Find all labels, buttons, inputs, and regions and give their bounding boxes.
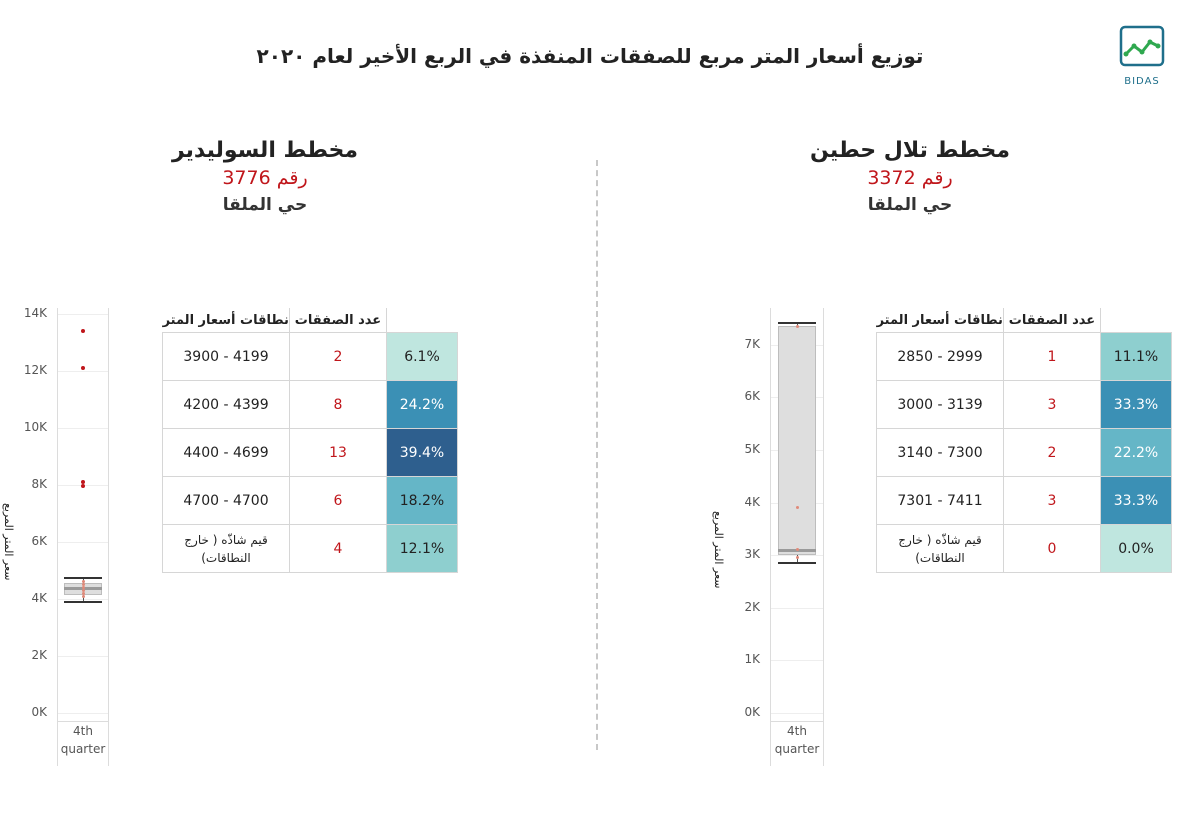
y-grid-line: [58, 656, 108, 657]
right-plan-name: مخطط تلال حطين: [810, 138, 1010, 163]
count-column-header: عدد الصفقات: [290, 308, 387, 333]
y-tick-label: 5K: [744, 442, 760, 456]
y-tick-label: 8K: [31, 476, 47, 491]
count-cell: 3: [1004, 381, 1101, 429]
count-cell: 2: [1004, 429, 1101, 477]
table-row: [163, 429, 458, 477]
outlier-point: [81, 329, 85, 333]
percent-cell: 33.3%: [1101, 477, 1172, 525]
percent-column-header: [387, 308, 458, 333]
table-row: [163, 477, 458, 525]
y-tick-label: 14K: [23, 305, 47, 320]
y-tick-label: 1K: [744, 652, 760, 667]
right-box-plot-area: [770, 308, 824, 721]
bidas-logo: [1118, 24, 1166, 90]
count-cell: 4: [290, 525, 387, 573]
range-cell: 4700 - 4700: [163, 477, 290, 525]
iqr-box: [778, 326, 816, 555]
data-point: [82, 592, 85, 595]
range-cell: 3000 - 3139: [877, 381, 1004, 429]
right-x-label-line1: 4th: [787, 724, 807, 738]
y-grid-line: [58, 428, 108, 429]
percent-cell: 12.1%: [387, 525, 458, 573]
range-cell: 2850 - 2999: [877, 333, 1004, 381]
left-x-label-line2: quarter: [60, 742, 106, 756]
count-cell: 3: [1004, 477, 1101, 525]
range-column-header: نطاقات أسعار المتر: [163, 308, 290, 333]
percent-cell: 0.0%: [1101, 525, 1172, 573]
left-y-axis-title: سعر المتر المربع: [2, 502, 15, 580]
y-grid-line: [58, 713, 108, 714]
data-point: [82, 595, 85, 598]
range-cell: قيم شاذّه ( خارج النطاقات): [163, 525, 290, 573]
right-x-label-line2: quarter: [774, 742, 820, 756]
left-x-axis-label: [57, 721, 109, 766]
right-plan-district: حي الملقا: [867, 195, 953, 215]
range-cell: 3140 - 7300: [877, 429, 1004, 477]
count-cell: 13: [290, 429, 387, 477]
data-point: [82, 583, 85, 586]
table-row: [877, 429, 1172, 477]
whisker-cap-low: [778, 562, 816, 564]
y-grid-line: [771, 608, 823, 609]
y-grid-line: [58, 371, 108, 372]
y-tick-label: 12K: [23, 362, 47, 377]
percent-cell: 22.2%: [1101, 429, 1172, 477]
left-range-table: [162, 308, 458, 573]
whisker-cap-high: [64, 577, 102, 579]
left-plan-district: حي الملقا: [222, 195, 308, 215]
y-grid-line: [58, 542, 108, 543]
line-chart-logo-icon: [1118, 24, 1166, 74]
table-row: [877, 333, 1172, 381]
y-tick-label: 6K: [31, 533, 47, 548]
right-y-axis-title: سعر المتر المربع: [712, 510, 725, 588]
panel-divider: [596, 160, 598, 750]
whisker-cap-low: [64, 601, 102, 603]
table-row: [163, 333, 458, 381]
table-row: [877, 477, 1172, 525]
logo-text: BIDAS: [1124, 76, 1160, 87]
percent-cell: 18.2%: [387, 477, 458, 525]
range-column-header: نطاقات أسعار المتر: [877, 308, 1004, 333]
outlier-point: [81, 480, 85, 484]
percent-cell: 24.2%: [387, 381, 458, 429]
left-plan-number: رقم 3776: [222, 167, 308, 189]
y-tick-label: 2K: [31, 647, 47, 662]
left-box-plot-area: [57, 308, 109, 721]
y-tick-label: 0K: [31, 705, 47, 719]
whisker-cap-high: [778, 322, 816, 324]
table-row: [163, 381, 458, 429]
table-row: [163, 525, 458, 573]
data-point: [82, 580, 85, 583]
data-point: [82, 589, 85, 592]
percent-cell: 6.1%: [387, 333, 458, 381]
range-cell: قيم شاذّه ( خارج النطاقات): [877, 525, 1004, 573]
percent-cell: 33.3%: [1101, 381, 1172, 429]
range-cell: 3900 - 4199: [163, 333, 290, 381]
y-tick-label: 4K: [31, 590, 47, 605]
y-grid-line: [771, 713, 823, 714]
outlier-point: [81, 366, 85, 370]
percent-cell: 39.4%: [387, 429, 458, 477]
y-tick-label: 4K: [744, 494, 760, 509]
count-cell: 8: [290, 381, 387, 429]
right-x-axis-label: [770, 721, 824, 766]
count-column-header: عدد الصفقات: [1004, 308, 1101, 333]
right-plan-number: رقم 3372: [867, 167, 953, 189]
y-tick-label: 10K: [23, 419, 47, 434]
percent-column-header: [1101, 308, 1172, 333]
left-panel-header: [140, 138, 390, 215]
table-row: [877, 525, 1172, 573]
count-cell: 1: [1004, 333, 1101, 381]
data-point: [796, 325, 799, 328]
data-point: [82, 586, 85, 589]
percent-cell: 11.1%: [1101, 333, 1172, 381]
y-tick-label: 0K: [744, 705, 760, 719]
y-grid-line: [58, 314, 108, 315]
data-point: [796, 556, 799, 559]
outlier-point: [81, 484, 85, 488]
y-tick-label: 6K: [744, 389, 760, 404]
y-tick-label: 3K: [744, 547, 760, 562]
range-cell: 4200 - 4399: [163, 381, 290, 429]
range-cell: 7301 - 7411: [877, 477, 1004, 525]
count-cell: 0: [1004, 525, 1101, 573]
y-grid-line: [771, 660, 823, 661]
left-plan-name: مخطط السوليدير: [171, 138, 358, 163]
right-panel-header: [790, 138, 1030, 215]
left-x-label-line1: 4th: [73, 724, 93, 738]
right-range-table: [876, 308, 1172, 573]
range-cell: 4400 - 4699: [163, 429, 290, 477]
count-cell: 6: [290, 477, 387, 525]
count-cell: 2: [290, 333, 387, 381]
y-tick-label: 2K: [744, 599, 760, 614]
table-row: [877, 381, 1172, 429]
page-title: توزيع أسعار المتر مربع للصفقات المنفذة في الربع الأخير لعام ٢٠٢٠: [256, 44, 924, 68]
y-tick-label: 7K: [744, 336, 760, 351]
